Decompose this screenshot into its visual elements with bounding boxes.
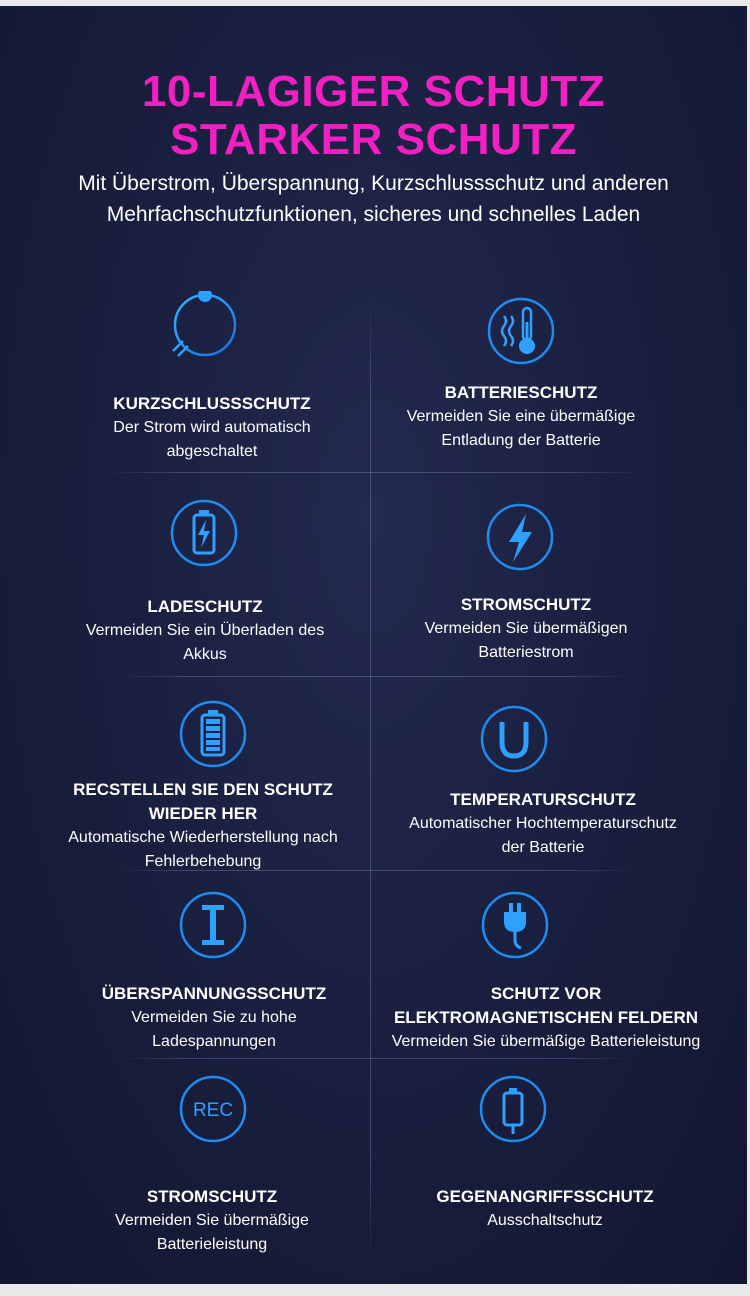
feature-desc: der Batterie [501, 839, 585, 856]
feature-title: RECSTELLEN SIE DEN SCHUTZ [73, 780, 333, 799]
feature-title: ÜBERSPANNUNGSSCHUTZ [101, 984, 327, 1003]
feature-desc: Vermeiden Sie zu hohe [131, 1009, 297, 1026]
row-divider [116, 1058, 636, 1059]
feature-title: TEMPERATURSCHUTZ [450, 790, 636, 809]
row-divider [104, 472, 644, 473]
feature-desc: Fehlerbehebung [144, 853, 262, 870]
rec-icon [178, 1074, 248, 1144]
feature-desc: Ausschaltschutz [487, 1212, 603, 1229]
feature-desc: Vermeiden Sie übermäßige Batterieleistung [391, 1033, 701, 1050]
feature-desc: abgeschaltet [166, 443, 258, 460]
feature-desc: Der Strom wird automatisch [113, 419, 311, 436]
battery-outline-icon [478, 1074, 548, 1144]
short-circuit-icon [169, 291, 239, 361]
feature-title: STROMSCHUTZ [460, 595, 592, 614]
page-title-line-2: STARKER SCHUTZ [169, 115, 578, 164]
feature-desc: Akkus [183, 646, 227, 663]
page-title-line-1: 10-LAGIGER SCHUTZ [141, 67, 606, 116]
feature-title: WIEDER HER [148, 804, 258, 823]
feature-desc: Vermeiden Sie ein Überladen des [85, 622, 325, 639]
feature-desc: Ladespannungen [152, 1033, 276, 1050]
feature-title: BATTERIESCHUTZ [444, 383, 598, 402]
battery-full-icon [178, 699, 248, 769]
plug-icon [480, 890, 550, 960]
feature-title: KURZSCHLUSSSCHUTZ [113, 394, 311, 413]
thermometer-icon [486, 296, 556, 366]
rec-icon-text: REC [192, 1100, 234, 1121]
row-divider [116, 676, 636, 677]
feature-desc: Automatische Wiederherstellung nach [68, 829, 338, 846]
feature-title: ELEKTROMAGNETISCHEN FELDERN [393, 1008, 699, 1027]
subtitle-line-2: Mehrfachschutzfunktionen, sicheres und schnelles Laden [106, 203, 641, 226]
feature-desc: Batterieleistung [156, 1236, 268, 1253]
feature-desc: Vermeiden Sie eine übermäßige [406, 408, 636, 425]
u-letter-icon [479, 704, 549, 774]
feature-desc: Vermeiden Sie übermäßige [115, 1212, 309, 1229]
i-letter-icon [178, 890, 248, 960]
subtitle-line-1: Mit Überstrom, Überspannung, Kurzschlussschutz und anderen [78, 172, 669, 195]
battery-bolt-icon [169, 498, 239, 568]
feature-desc: Entladung der Batterie [441, 432, 601, 449]
poster [0, 6, 747, 1284]
feature-title: LADESCHUTZ [147, 597, 263, 616]
feature-desc: Batteriestrom [478, 644, 574, 661]
feature-title: STROMSCHUTZ [146, 1187, 278, 1206]
feature-title: GEGENANGRIFFSSCHUTZ [436, 1187, 654, 1206]
lightning-icon [485, 502, 555, 572]
feature-desc: Automatischer Hochtemperaturschutz [409, 815, 677, 832]
feature-desc: Vermeiden Sie übermäßigen [424, 620, 628, 637]
feature-title: SCHUTZ VOR [490, 984, 602, 1003]
